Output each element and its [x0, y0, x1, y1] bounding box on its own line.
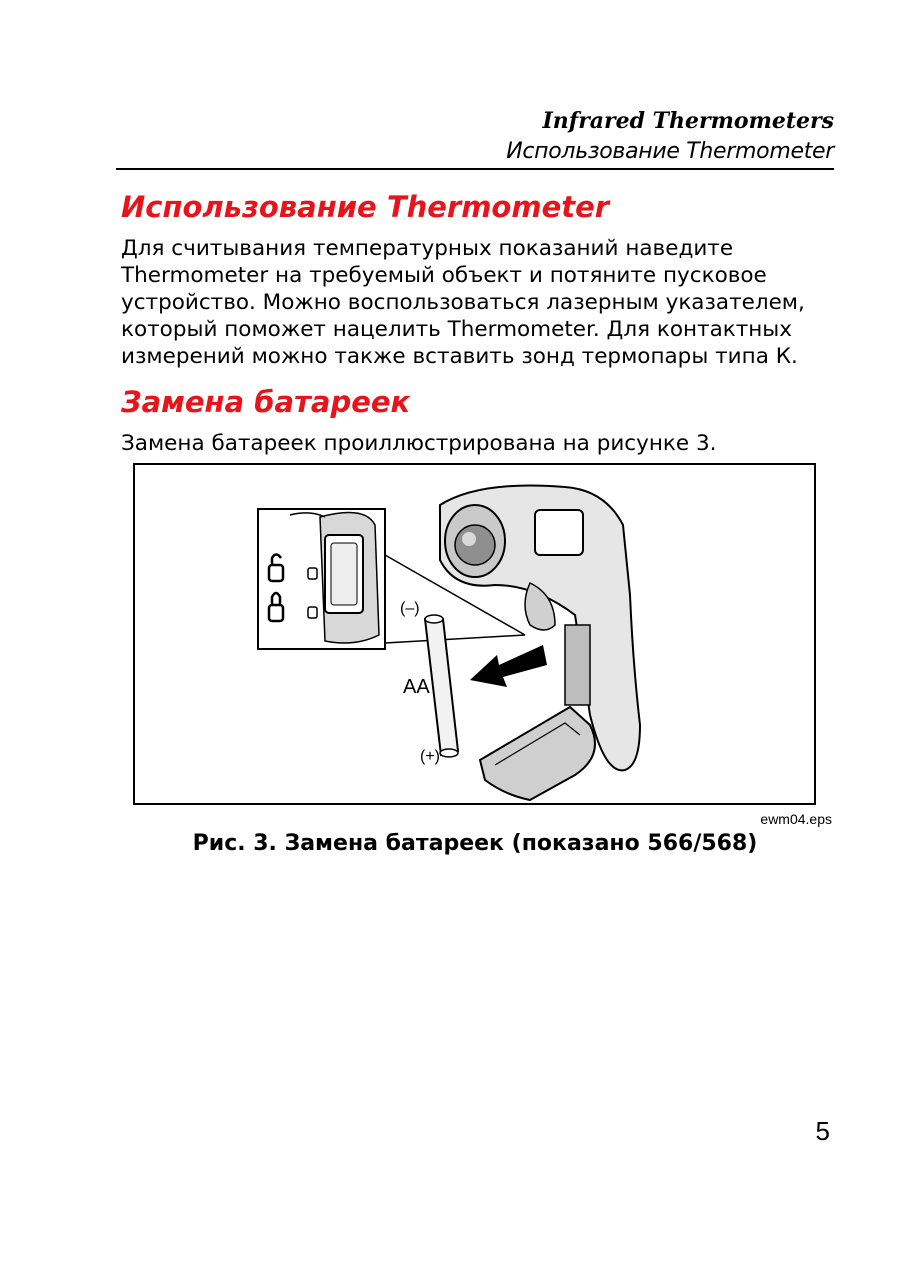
body-line: устройство. Можно воспользоваться лазерным указателем, [121, 290, 805, 315]
figure-battery-replacement [133, 463, 816, 805]
running-header-title: Infrared Thermometers [542, 108, 834, 134]
figure-file-name: ewm04.eps [760, 811, 832, 827]
aa-battery [425, 615, 458, 757]
battery-replacement-illustration [135, 465, 814, 803]
lock-detail-inset [258, 509, 385, 649]
page-number: 5 [815, 1116, 830, 1146]
body-line: Thermometer на требуемый объект и потяните пусковое [121, 263, 767, 288]
body-line: который поможет нацелить Thermometer. Для контактных [121, 317, 793, 342]
thermometer-illustration [440, 485, 640, 800]
remove-direction-arrow [470, 645, 547, 687]
battery-type-label: AA [403, 676, 430, 698]
section-body-usage [121, 235, 821, 370]
section-body-battery [121, 430, 821, 457]
body-line: Для считывания температурных показаний наведите [121, 236, 734, 261]
polarity-minus-label: (–) [400, 600, 420, 617]
running-header-subtitle: Использование Thermometer [506, 139, 834, 164]
polarity-plus-label: (+) [420, 748, 440, 765]
figure-caption: Рис. 3. Замена батареек (показано 566/568) [192, 831, 758, 856]
body-line: Замена батареек проиллюстрирована на рисунке 3. [121, 431, 717, 456]
section-heading-usage: Использование Thermometer [121, 190, 610, 224]
body-line: измерений можно также вставить зонд термопары типа К. [121, 344, 798, 369]
section-heading-battery: Замена батареек [121, 385, 411, 419]
header-rule [116, 168, 834, 170]
